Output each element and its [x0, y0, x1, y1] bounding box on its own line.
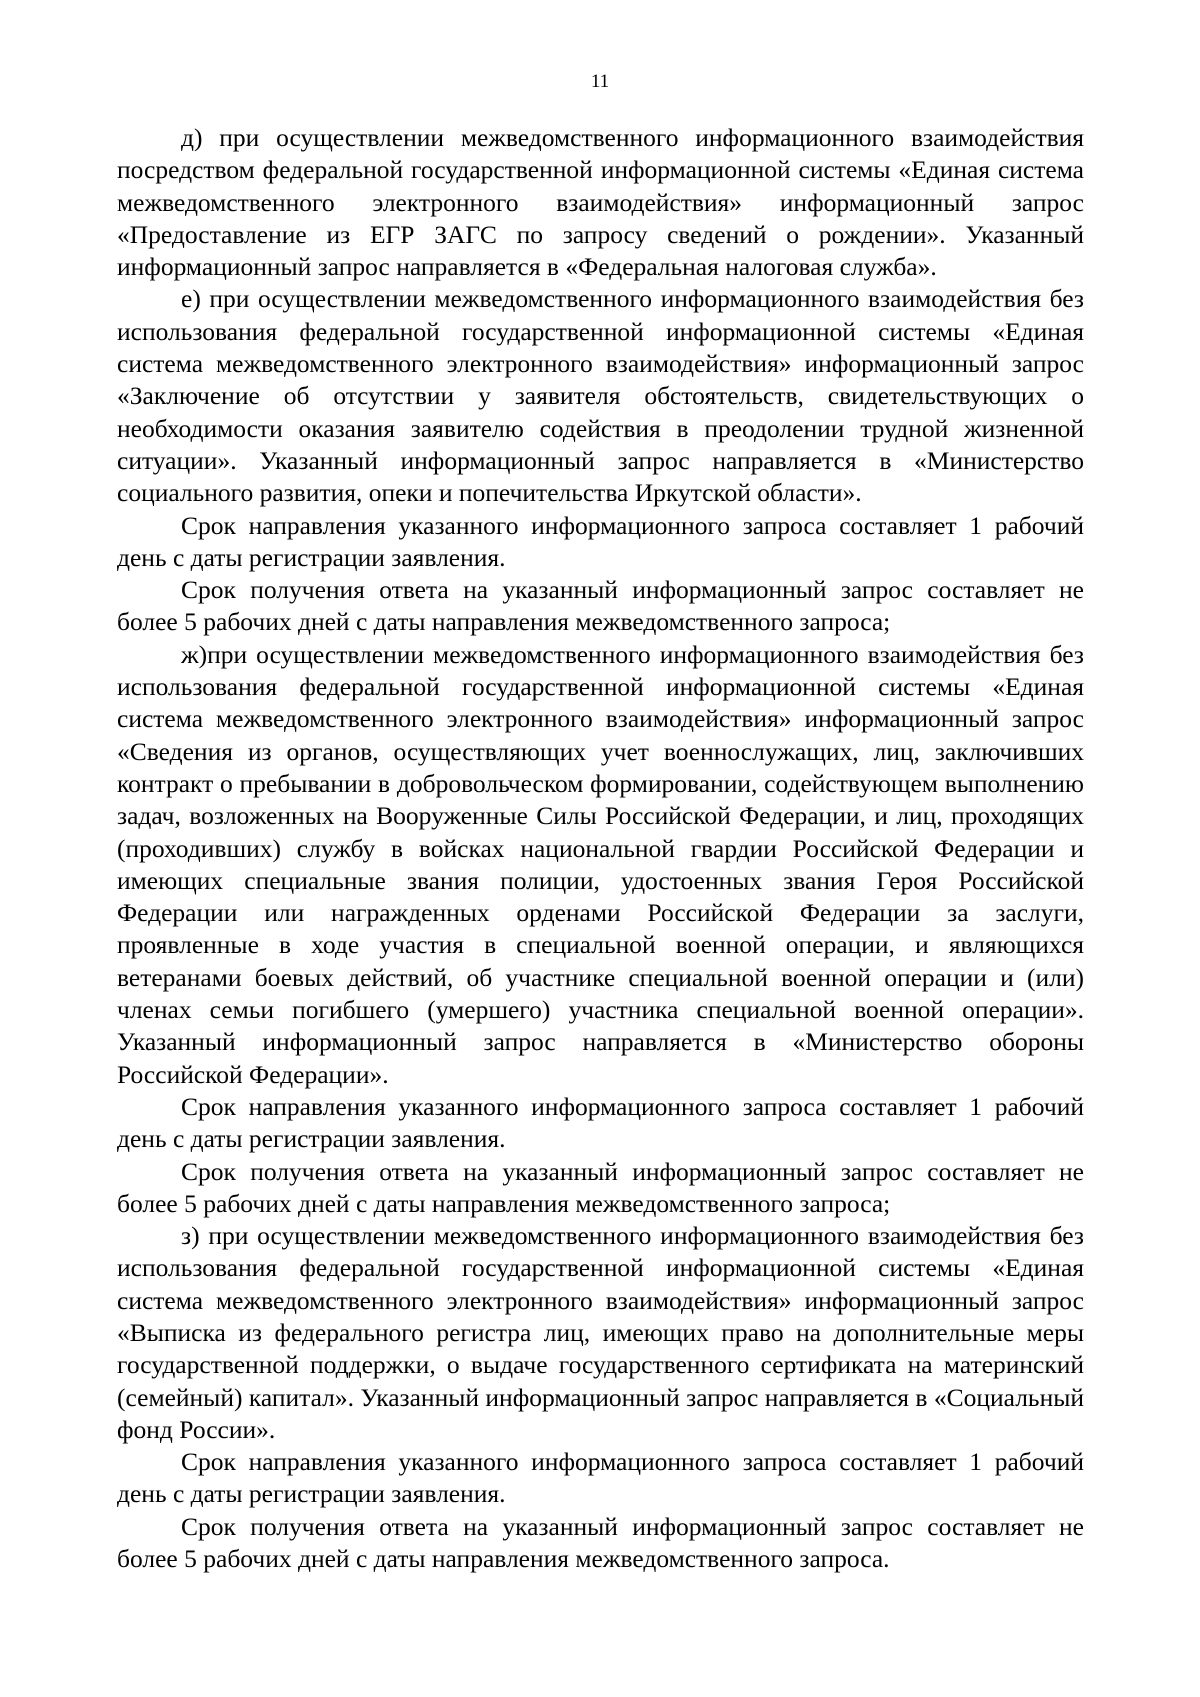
paragraph-response-deadline: Срок получения ответа на указанный информационный запрос составляет не более 5 рабочих дней с даты направления межведомственного запроса. [117, 1511, 1084, 1574]
page-number: 11 [590, 71, 610, 92]
paragraph-request-deadline: Срок направления указанного информационного запроса составляет 1 рабочий день с даты регистрации заявления. [117, 510, 1084, 572]
paragraph-request-deadline: Срок направления указанного информационного запроса составляет 1 рабочий день с даты регистрации заявления. [117, 1091, 1084, 1154]
paragraph-z: з) при осуществлении межведомственного информационного взаимодействия без использования федеральной государственной информационной системы «Единая система межведомственного электронного взаимодействия» информационный запрос «Выписка из федерального регистра лиц, имеющих право на дополнительные меры государственной поддержки, о выдаче государственного сертификата на материнский (семейный) капитал». Указанный информационный запрос направляется в «Социальный фонд России». [117, 1221, 1084, 1444]
paragraph-response-deadline: Срок получения ответа на указанный информационный запрос составляет не более 5 рабочих дней с даты направления межведомственного запроса; [117, 575, 1084, 637]
paragraph-request-deadline: Срок направления указанного информационного запроса составляет 1 рабочий день с даты регистрации заявления. [117, 1447, 1084, 1509]
paragraph-e: е) при осуществлении межведомственного информационного взаимодействия без использования федеральной государственной информационной системы «Единая система межведомственного электронного взаимодействия» информационный запрос «Заключение об отсутствии у заявителя обстоятельств, свидетельствующих о необходимости оказания заявителю содействия в преодолении трудной жизненной ситуации». Указанный информационный запрос направляется в «Министерство социального развития, опеки и попечительства Иркутской области». [117, 284, 1084, 508]
paragraph-zh: ж)при осуществлении межведомственного информационного взаимодействия без использования федеральной государственной информационной системы «Единая система межведомственного электронного взаимодействия» информационный запрос «Сведения из органов, осуществляющих учет военнослужащих, лиц, заключивших контракт о пребывании в добровольческом формировании, содействующем выполнению задач, возложенных на Вооруженные Силы Российской Федерации, и лиц, проходящих (проходивших) службу в войсках национальной гвардии Российской Федерации и имеющих специальные звания полиции, удостоенных звания Героя Российской Федерации или награжденных орденами Российской Федерации за заслуги, проявленные в ходе участия в специальной военной операции, и являющихся ветеранами боевых действий, об участнике специальной военной операции и (или) членах семьи погибшего (умершего) участника специальной военной операции». Указанный информационный запрос направляется в «Министерство обороны Российской Федерации». [117, 639, 1084, 1089]
paragraph-response-deadline: Срок получения ответа на указанный информационный запрос составляет не более 5 рабочих дней с даты направления межведомственного запроса; [117, 1156, 1084, 1218]
document-body [117, 122, 1084, 1575]
paragraph-d: д) при осуществлении межведомственного информационного взаимодействия посредством федеральной государственной информационной системы «Единая система межведомственного электронного взаимодействия» информационный запрос «Предоставление из ЕГР ЗАГС по запросу сведений о рождении». Указанный информационный запрос направляется в «Федеральная налоговая служба». [117, 123, 1084, 282]
